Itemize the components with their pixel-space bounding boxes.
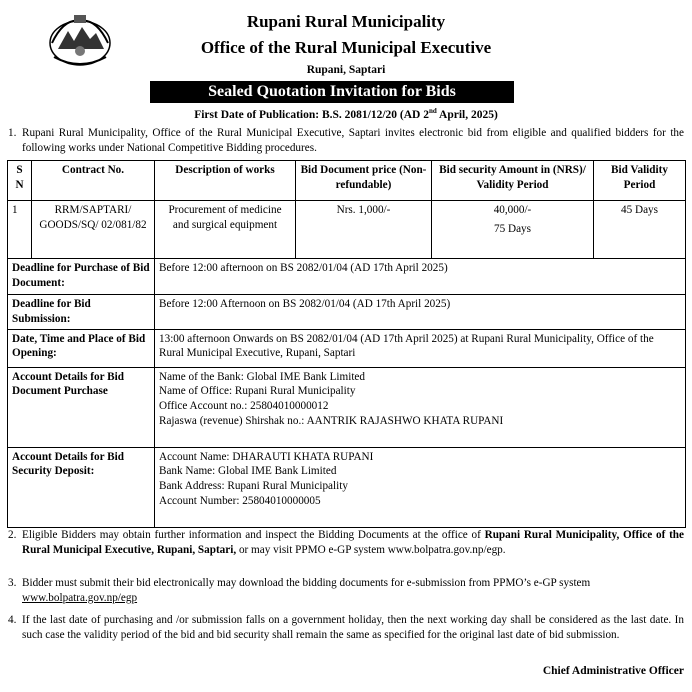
- header-security: Bid security Amount in (NRS)/ Validity Period: [432, 161, 594, 201]
- note-4: 4. If the last date of purchasing and /or submission falls on a government holiday, then the next working day shall be considered as the last date. In such case the validity period of the bid and bid security shall remain the same as specified for the original last date of bid submission.: [8, 614, 684, 641]
- detail-row: [8, 367, 686, 447]
- detail-value: Account Name: DHARAUTI KHATA RUPANI Bank Name: Global IME Bank Limited Bank Address: Rupani Rural Municipality Account Number: 25804010000005: [155, 447, 686, 527]
- security-validity: 75 Days: [494, 222, 531, 235]
- header-contract-no: Contract No.: [32, 161, 155, 201]
- detail-value: Name of the Bank: Global IME Bank Limited Name of Office: Rupani Rural Municipality Office Account no.: 25804010000012 Rajaswa (revenue) Shirshak no.: AANTRIK RAJASHWO KHATA RUPANI: [155, 367, 686, 447]
- header-price: Bid Document price (Non-refundable): [296, 161, 432, 201]
- notice-banner: Sealed Quotation Invitation for Bids: [150, 81, 514, 103]
- header-sn: S N: [8, 161, 32, 201]
- note-2: 2. Eligible Bidders may obtain further information and inspect the Bidding Documents at the office of Rupani Rural Municipality, Office of the Rural Municipal Executive, Rupani, Saptari, or may visit PPMO e-GP system www.bolpatra.gov.np/egp.: [8, 529, 684, 556]
- detail-label: Date, Time and Place of Bid Opening:: [8, 329, 155, 367]
- signature: Chief Administrative Officer: [542, 665, 684, 677]
- detail-row: [8, 295, 686, 330]
- cell-security: [432, 201, 594, 259]
- table-row: [8, 201, 686, 259]
- header-description: Description of works: [155, 161, 296, 201]
- detail-row: [8, 447, 686, 527]
- cell-price: Nrs. 1,000/-: [296, 201, 432, 259]
- header-validity: Bid Validity Period: [594, 161, 686, 201]
- intro-paragraph: 1. Rupani Rural Municipality, Office of the Rural Municipal Executive, Saptari invites electronic bid from eligible and qualified bidders for the following works under National Competitive Bidding procedures.: [8, 127, 684, 154]
- cell-description: Procurement of medicine and surgical equipment: [155, 201, 296, 259]
- bolpatra-link[interactable]: www.bolpatra.gov.np/egp: [22, 591, 138, 604]
- note-3: 3. Bidder must submit their bid electronically may download the bidding documents for e-submission from PPMO’s e-GP system www.bolpatra.gov.np/egp: [8, 577, 591, 604]
- cell-validity: 45 Days: [594, 201, 686, 259]
- detail-label: Account Details for Bid Security Deposit:: [8, 447, 155, 527]
- table-header-row: [8, 161, 686, 201]
- detail-value: Before 12:00 Afternoon on BS 2082/01/04 (AD 17th April 2025): [155, 295, 686, 330]
- detail-row: [8, 329, 686, 367]
- publication-date: First Date of Publication: B.S. 2081/12/20 (AD 2nd April, 2025): [194, 107, 498, 121]
- bid-table: [7, 160, 686, 528]
- security-amount: 40,000/-: [493, 204, 532, 216]
- detail-value: Before 12:00 afternoon on BS 2082/01/04 (AD 17th April 2025): [155, 259, 686, 295]
- detail-label: Account Details for Bid Document Purchase: [8, 367, 155, 447]
- detail-value: 13:00 afternoon Onwards on BS 2082/01/04 (AD 17th April 2025) at Rupani Rural Municipality, Office of the Rural Municipal Executive, Rupani, Saptari: [155, 329, 686, 367]
- detail-label: Deadline for Purchase of Bid Document:: [8, 259, 155, 295]
- detail-label: Deadline for Bid Submission:: [8, 295, 155, 330]
- location: Rupani, Saptari: [306, 64, 386, 76]
- cell-contract-no: RRM/SAPTARI/ GOODS/SQ/ 02/081/82: [32, 201, 155, 259]
- detail-row: [8, 259, 686, 295]
- office-name: Office of the Rural Municipal Executive: [200, 38, 492, 57]
- org-name: Rupani Rural Municipality: [246, 12, 446, 31]
- cell-sn: 1: [8, 201, 32, 259]
